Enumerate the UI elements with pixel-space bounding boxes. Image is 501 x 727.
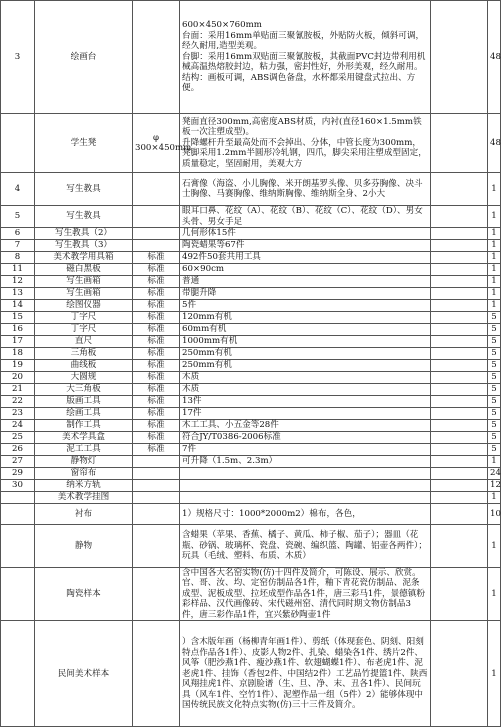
item-name: 写生教具（3） [35,240,133,252]
item-spec [133,1,180,114]
item-quantity: 12 [488,480,501,492]
item-quantity: 5 [488,372,501,384]
table-row [1,173,501,206]
row-number: 3 [1,1,35,114]
item-description: 符合JY/T0386-2006标准 [180,432,431,444]
item-extra [431,568,488,621]
item-description: 120mm有机 [180,312,431,324]
item-spec [133,568,180,621]
item-description: 石膏像（海盗、小儿胸像、米开朗基罗头像、贝多芬胸像、决斗士胸像、马赛胸像、维纳斯胸像、维纳斯全身、2小大 [180,173,431,206]
row-number: 16 [1,324,35,336]
item-name: 磁白黑板 [35,264,133,276]
item-quantity: 5 [488,348,501,360]
item-quantity: 1 [488,300,501,312]
item-extra [431,621,488,727]
row-number: 8 [1,252,35,264]
item-extra [431,173,488,206]
item-spec [133,480,180,492]
item-name: 丁字尺 [35,324,133,336]
item-name: 美术教学挂图 [35,492,133,504]
item-extra [431,444,488,456]
row-number: 7 [1,240,35,252]
item-extra [431,372,488,384]
item-description: 凳面直径300mm,高密度ABS材质，内衬(直径160×1.5mm铁板一次注塑成型)。 升降螺杆升至最高处而不会掉出、分体，中管长度为300mm，凳脚采用1.2mm半圆形冷轧钢，四爪，脚尖采用注塑成型固定，质量稳定，坚固耐用，美观大方 [180,114,431,173]
row-number: 21 [1,384,35,396]
table-row [1,228,501,240]
item-extra [431,206,488,228]
row-number: 25 [1,432,35,444]
item-description: 13件 [180,396,431,408]
item-description [180,480,431,492]
item-name: 泥工工具 [35,444,133,456]
item-spec [133,525,180,568]
item-quantity: 1 [488,264,501,276]
item-name: 窗帘布 [35,468,133,480]
item-name: 三角板 [35,348,133,360]
item-spec: 标准 [133,276,180,288]
item-spec: 标准 [133,288,180,300]
item-spec: 标准 [133,420,180,432]
item-spec [133,173,180,206]
item-extra [431,348,488,360]
row-number: 23 [1,408,35,420]
row-number: 12 [1,276,35,288]
item-extra [431,456,488,468]
item-quantity: 1 [488,568,501,621]
item-extra [431,114,488,173]
item-name: 绘画台 [35,1,133,114]
item-extra [431,300,488,312]
item-extra [431,468,488,480]
table-row [1,432,501,444]
item-extra [431,360,488,372]
table-row [1,336,501,348]
item-spec [133,504,180,525]
item-spec: 标准 [133,300,180,312]
item-spec: 标准 [133,372,180,384]
item-extra [431,420,488,432]
table-row [1,1,501,114]
item-description: 600×450×760mm 台面：采用16mm单贴面三聚氰胺板，外贴防火板，倾斜可调，经久耐用,造型美观。 台脚：采用16mm双贴面三聚氰胺板，其截面PVC封边带利用机械高温热熔胶封边，粘力强，密封性好，外形美观，经久耐用。 结构：画板可调，ABS调色备盘，水杯都采用键盘式拉出、方便。 [180,1,431,114]
item-quantity: 24 [488,468,501,480]
item-extra [431,240,488,252]
item-quantity: 1 [488,288,501,300]
item-description [180,468,431,480]
item-quantity: 48 [488,1,501,114]
item-spec: 标准 [133,396,180,408]
row-number: 14 [1,300,35,312]
table-row [1,288,501,300]
item-name: 写生画箱 [35,288,133,300]
table-row [1,456,501,468]
table-row [1,408,501,420]
item-name: 丁字尺 [35,312,133,324]
row-number [1,525,35,568]
item-description [180,492,431,504]
item-spec: 标准 [133,264,180,276]
item-name: 纳米方轨 [35,480,133,492]
item-extra [431,312,488,324]
row-number: 29 [1,468,35,480]
table-row [1,252,501,264]
item-quantity: 5 [488,360,501,372]
item-quantity: 5 [488,312,501,324]
item-quantity: 1 [488,621,501,727]
table-row [1,300,501,312]
item-name: 绘画工具 [35,408,133,420]
row-number: 6 [1,228,35,240]
row-number [1,114,35,173]
table-row [1,324,501,336]
item-quantity: 10 [488,504,501,525]
item-description: 7件 [180,444,431,456]
item-quantity: 5 [488,384,501,396]
item-quantity: 1 [488,456,501,468]
table-row [1,568,501,621]
item-description: 木工工具、小五金等28件 [180,420,431,432]
item-description: 木质 [180,372,431,384]
item-description: 250mm有机 [180,360,431,372]
table-row [1,240,501,252]
row-number: 17 [1,336,35,348]
table-row [1,420,501,432]
item-quantity: 1 [488,252,501,264]
item-spec: 标准 [133,312,180,324]
item-quantity: 5 [488,396,501,408]
item-spec: 标准 [133,348,180,360]
table-row [1,264,501,276]
item-quantity: 5 [488,408,501,420]
item-extra [431,228,488,240]
item-description: 1000mm有机 [180,336,431,348]
item-name: 写生教具（2） [35,228,133,240]
row-number: 30 [1,480,35,492]
item-name: 静物 [35,525,133,568]
item-quantity: 5 [488,324,501,336]
item-name: 曲线板 [35,360,133,372]
item-name: 美术教学用具箱 [35,252,133,264]
item-name: 陶瓷样本 [35,568,133,621]
item-quantity: 1 [488,525,501,568]
item-extra [431,504,488,525]
row-number [1,492,35,504]
item-extra [431,276,488,288]
item-name: 写生教具 [35,173,133,206]
item-extra [431,336,488,348]
item-name: 绘图仪器 [35,300,133,312]
item-description: ）含木版年画（杨柳青年画1件）、剪纸（体现套色、阴刻、阳刻特点作品各1件）、皮影人物2件、扎染、蜡染各1件、绣片2件、风筝（肥沙燕1件、瘦沙燕1件、软翅蝴蝶1件）、布老虎1件、泥老虎1件、挂饰（香包2件、中国结2件）工艺品竹提篮1件、陕西风翔挂虎1件、京剧脸谱（生、旦、净、末、丑各1件）、民间玩具（风车1件、空竹1件）、泥塑作品一组（5件）2）能够体现中国传统民族文化特点实物(仿)三十三件及简介。 [180,621,431,727]
item-spec: 标准 [133,252,180,264]
item-spec [133,621,180,727]
row-number: 5 [1,206,35,228]
item-quantity: 1 [488,492,501,504]
item-quantity: 5 [488,420,501,432]
row-number [1,504,35,525]
table-row [1,384,501,396]
item-extra [431,288,488,300]
table-row [1,348,501,360]
item-extra [431,408,488,420]
item-quantity: 1 [488,206,501,228]
item-description: 带腿升降 [180,288,431,300]
item-spec: 标准 [133,432,180,444]
item-extra [431,492,488,504]
item-description: 眼耳口鼻、花纹（A）、花纹（B）、花纹（C）、花纹（D）、男女头骨、男女手足 [180,206,431,228]
item-quantity: 1 [488,240,501,252]
item-extra [431,480,488,492]
item-name: 写生画箱 [35,276,133,288]
item-description: 250mm有机 [180,348,431,360]
row-number [1,621,35,727]
item-description: 可升降（1.5m、2.3m） [180,456,431,468]
item-spec: 标准 [133,324,180,336]
table-row [1,621,501,727]
table-row [1,372,501,384]
item-spec [133,240,180,252]
item-spec: φ 300×450mm [133,114,180,173]
row-number: 26 [1,444,35,456]
item-quantity: 5 [488,336,501,348]
item-description: 陶瓷蜡果等67件 [180,240,431,252]
row-number: 13 [1,288,35,300]
table-row [1,480,501,492]
item-name: 版画工具 [35,396,133,408]
table-row [1,114,501,173]
row-number: 24 [1,420,35,432]
item-name: 学生凳 [35,114,133,173]
item-extra [431,525,488,568]
item-extra [431,264,488,276]
item-description: 492件50套共用工具 [180,252,431,264]
item-name: 美术学具盒 [35,432,133,444]
item-description: 5件 [180,300,431,312]
item-extra [431,324,488,336]
item-spec [133,468,180,480]
row-number: 4 [1,173,35,206]
item-spec: 标准 [133,360,180,372]
row-number: 11 [1,264,35,276]
table-row [1,206,501,228]
item-spec [133,492,180,504]
item-quantity: 48 [488,114,501,173]
row-number: 27 [1,456,35,468]
item-description: 17件 [180,408,431,420]
row-number: 15 [1,312,35,324]
item-name: 衬布 [35,504,133,525]
item-description: 含中国各大名窑实物(仿)十四件及简介，可陈设、展示、欣赏。官、哥、汝、均、定窑仿制品各1件，釉下青花瓷仿制品、泥条成型、泥板成型、拉坯成型作品各1件，唐三彩马1件，景德镇粉彩样品、汉代画像砖、宋代磁州窑、清代同时期文物仿制品3件，唐三彩作品1件，宜兴紫砂陶壶1件 [180,568,431,621]
item-extra [431,396,488,408]
row-number [1,568,35,621]
item-quantity: 5 [488,432,501,444]
table-row [1,312,501,324]
table-row [1,468,501,480]
item-name: 静物灯 [35,456,133,468]
item-quantity: 1 [488,228,501,240]
item-quantity: 5 [488,444,501,456]
item-spec [133,228,180,240]
item-spec: 标准 [133,336,180,348]
table-row [1,396,501,408]
item-name: 大圆规 [35,372,133,384]
item-description: 普通 [180,276,431,288]
item-name: 写生教具 [35,206,133,228]
row-number: 20 [1,372,35,384]
item-name: 直尺 [35,336,133,348]
item-description: 木质 [180,384,431,396]
item-extra [431,1,488,114]
row-number: 19 [1,360,35,372]
item-name: 大三角板 [35,384,133,396]
table-row [1,276,501,288]
item-spec: 标准 [133,444,180,456]
item-spec [133,206,180,228]
table-row [1,504,501,525]
item-spec: 标准 [133,408,180,420]
row-number: 22 [1,396,35,408]
item-description: 60×90cm [180,264,431,276]
table-row [1,444,501,456]
table-row [1,360,501,372]
item-name: 制作工具 [35,420,133,432]
item-spec: 标准 [133,384,180,396]
table-row [1,492,501,504]
item-extra [431,432,488,444]
item-extra [431,252,488,264]
item-description: 几何形体15件 [180,228,431,240]
table-row [1,525,501,568]
item-description: 含蜡果（苹果、香蕉、橘子、黄瓜、柿子椒、茄子）；器皿（花瓶、砂锅、玻璃杯、瓷盘、瓷碗、编织篮、陶罐、铝壶各两件）；玩具（毛绒、塑料、布质、木质） [180,525,431,568]
item-name: 民间美术样本 [35,621,133,727]
item-spec [133,456,180,468]
item-extra [431,384,488,396]
item-quantity: 1 [488,276,501,288]
item-description: 1）规格尺寸：1000*2000m2）棉布，各色， [180,504,431,525]
item-quantity: 1 [488,173,501,206]
item-description: 60mm有机 [180,324,431,336]
row-number: 18 [1,348,35,360]
